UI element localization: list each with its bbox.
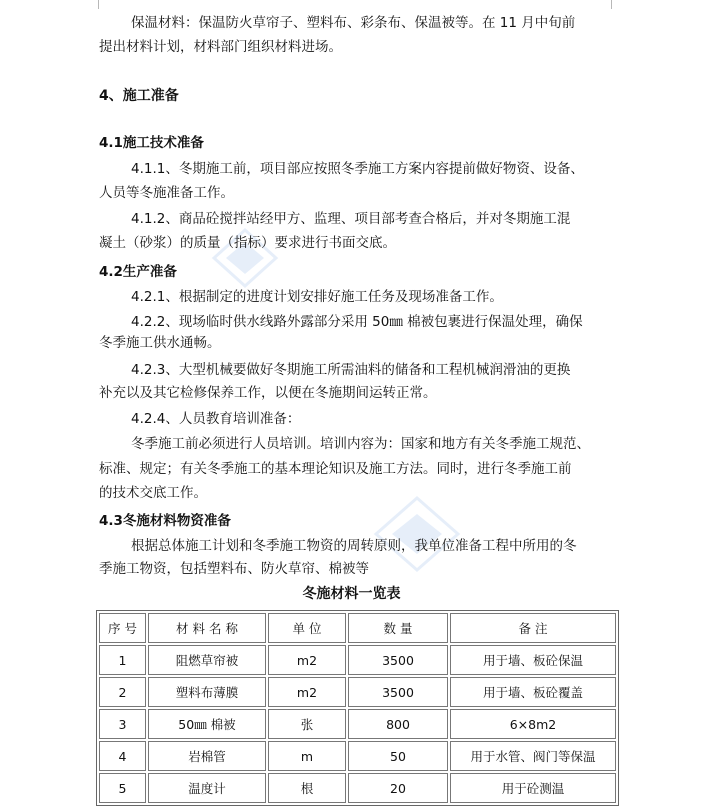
table-cell: 2 xyxy=(99,677,146,707)
table-cell: 20 xyxy=(348,773,448,803)
paragraph-line: 人员等冬施准备工作。 xyxy=(99,185,234,201)
table-cell: 塑料布薄膜 xyxy=(148,677,266,707)
paragraph-line: 保温材料：保温防火草帘子、塑料布、彩条布、保温被等。在 11 月中旬前 xyxy=(131,15,576,31)
snowflake-logo-icon xyxy=(372,496,462,572)
paragraph-line: 4.2.1、根据制定的进度计划安排好施工任务及现场准备工作。 xyxy=(131,289,503,305)
table-row xyxy=(99,709,616,739)
table-cell: 用于水管、阀门等保温 xyxy=(450,741,616,771)
column-header-index: 序 号 xyxy=(99,613,146,643)
section-heading-4-2: 4.2生产准备 xyxy=(99,264,177,280)
paragraph-line: 4.2.4、人员教育培训准备： xyxy=(131,411,301,427)
table-cell: 用于砼测温 xyxy=(450,773,616,803)
paragraph-line: 冬季施工供水通畅。 xyxy=(99,335,221,351)
table-cell: 4 xyxy=(99,741,146,771)
table-cell: 用于墙、板砼覆盖 xyxy=(450,677,616,707)
paragraph-line: 补充以及其它检修保养工作，以便在冬施期间运转正常。 xyxy=(99,385,437,401)
table-cell: 50 xyxy=(348,741,448,771)
paragraph-line: 提出材料计划，材料部门组织材料进场。 xyxy=(99,39,342,55)
materials-table xyxy=(96,610,619,806)
column-header-quantity: 数 量 xyxy=(348,613,448,643)
table-row xyxy=(99,645,616,675)
paragraph-line: 4.2.3、大型机械要做好冬期施工所需油料的储备和工程机械润滑油的更换 xyxy=(131,362,571,378)
table-cell: 阻燃草帘被 xyxy=(148,645,266,675)
section-heading-4: 4、施工准备 xyxy=(99,88,179,104)
table-caption: 冬施材料一览表 xyxy=(302,586,401,602)
section-heading-4-3: 4.3冬施材料物资准备 xyxy=(99,513,231,529)
paragraph-line: 季施工物资，包括塑料布、防火草帘、棉被等 xyxy=(99,561,369,577)
table-row xyxy=(99,741,616,771)
paragraph-line: 根据总体施工计划和冬季施工物资的周转原则，我单位准备工程中所用的冬 xyxy=(131,538,577,554)
table-row xyxy=(99,773,616,803)
table-cell: 6×8m2 xyxy=(450,709,616,739)
table-cell: 用于墙、板砼保温 xyxy=(450,645,616,675)
table-cell: 50㎜ 棉被 xyxy=(148,709,266,739)
table-cell: 温度计 xyxy=(148,773,266,803)
paragraph-line: 4.1.2、商品砼搅拌站经甲方、监理、项目部考查合格后，并对冬期施工混 xyxy=(131,211,571,227)
paragraph-line: 4.1.1、冬期施工前，项目部应按照冬季施工方案内容提前做好物资、设备、 xyxy=(131,161,584,177)
column-header-material: 材 料 名 称 xyxy=(148,613,266,643)
table-cell: 张 xyxy=(268,709,346,739)
table-row xyxy=(99,677,616,707)
table-cell: 3 xyxy=(99,709,146,739)
table-cell: m2 xyxy=(268,677,346,707)
page-corner-mark-left xyxy=(98,0,99,9)
paragraph-line: 冬季施工前必须进行人员培训。培训内容为：国家和地方有关冬季施工规范、 xyxy=(131,436,590,452)
paragraph-line: 标准、规定；有关冬季施工的基本理论知识及施工方法。同时，进行冬季施工前 xyxy=(99,461,572,477)
section-heading-4-1: 4.1施工技术准备 xyxy=(99,135,204,151)
column-header-remarks: 备 注 xyxy=(450,613,616,643)
table-cell: m2 xyxy=(268,645,346,675)
table-cell: 800 xyxy=(348,709,448,739)
paragraph-line: 4.2.2、现场临时供水线路外露部分采用 50㎜ 棉被包裹进行保温处理，确保 xyxy=(131,314,583,330)
table-cell: 3500 xyxy=(348,677,448,707)
column-header-unit: 单 位 xyxy=(268,613,346,643)
table-cell: 1 xyxy=(99,645,146,675)
table-cell: 3500 xyxy=(348,645,448,675)
paragraph-line: 凝土（砂浆）的质量（指标）要求进行书面交底。 xyxy=(99,235,396,251)
page-corner-mark-right xyxy=(611,0,612,9)
table-header-row xyxy=(99,613,616,643)
table-cell: 5 xyxy=(99,773,146,803)
table-cell: m xyxy=(268,741,346,771)
table-cell: 岩棉管 xyxy=(148,741,266,771)
paragraph-line: 的技术交底工作。 xyxy=(99,485,207,501)
table-cell: 根 xyxy=(268,773,346,803)
